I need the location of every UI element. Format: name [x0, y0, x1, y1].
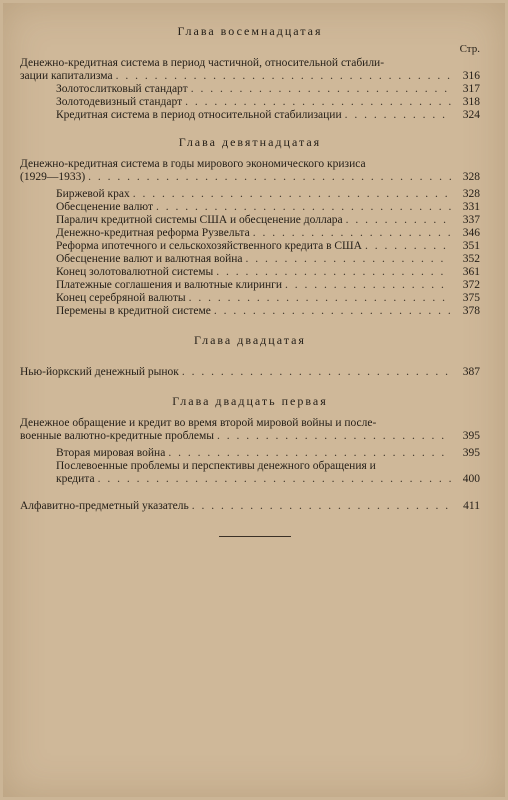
chapter-19-heading: Глава девятнадцатая — [178, 135, 322, 149]
toc-entry-label: Кредитная система в период относительной стабилизации — [56, 109, 342, 121]
toc-entry — [20, 109, 480, 122]
page-column-label: Стр. — [459, 43, 480, 55]
toc-entry-label: Паралич кредитной системы США и обесценение доллара — [56, 214, 343, 226]
leader-dots — [168, 447, 451, 460]
toc-entry-label-line1: Послевоенные проблемы и перспективы денежного обращения и — [56, 460, 376, 472]
page-number: 346 — [462, 227, 480, 239]
page-number: 400 — [462, 473, 480, 485]
toc-entry — [20, 227, 480, 240]
page-number: 375 — [462, 292, 480, 304]
leader-dots — [217, 430, 451, 443]
toc-entry — [20, 460, 480, 486]
toc-entry-label: Обесценение валют и валютная война — [56, 253, 243, 265]
toc-entry — [20, 240, 480, 253]
leader-dots — [189, 292, 451, 305]
chapter-21-heading: Глава двадцать первая — [172, 394, 328, 408]
toc-entry-label: Золотодевизный стандарт — [56, 96, 183, 108]
page-number: 317 — [462, 83, 480, 95]
leader-dots — [365, 240, 451, 253]
leader-dots — [182, 366, 451, 379]
toc-entry-label: Нью-йоркский денежный рынок — [20, 366, 179, 378]
page-number: 328 — [462, 188, 480, 200]
leader-dots — [191, 83, 451, 96]
page-number: 328 — [462, 171, 480, 183]
toc-entry-label: Алфавитно-предметный указатель — [20, 500, 189, 512]
leader-dots — [345, 109, 451, 122]
chapter-18-intro-line2: зации капитализма — [20, 70, 113, 82]
toc-entry-label-line2: кредита — [56, 473, 95, 485]
toc-entry — [20, 447, 480, 460]
toc-entry — [20, 96, 480, 109]
chapter-18-intro-line1: Денежно-кредитная система в период частичной, относительной стабили- — [20, 57, 385, 69]
leader-dots — [192, 500, 451, 513]
chapter-21-intro — [20, 417, 480, 443]
leader-dots — [214, 305, 451, 318]
toc-entry-label: Золотослитковый стандарт — [56, 83, 188, 95]
leader-dots — [216, 266, 451, 279]
page-number: 351 — [462, 240, 480, 252]
toc-entry — [20, 305, 480, 318]
table-of-contents — [20, 25, 480, 513]
leader-dots — [285, 279, 451, 292]
chapter-19-intro — [20, 158, 480, 184]
toc-entry-label: Реформа ипотечного и сельскохозяйственного кредита в США — [56, 240, 362, 252]
page-number: 378 — [462, 305, 480, 317]
leader-dots — [133, 188, 451, 201]
toc-entry-label: Вторая мировая война — [56, 447, 166, 459]
toc-entry — [20, 201, 480, 214]
leader-dots — [156, 201, 451, 214]
page-number: 324 — [462, 109, 480, 121]
leader-dots — [116, 70, 451, 83]
toc-entry — [20, 279, 480, 292]
toc-entry-label: Конец золотовалютной системы — [56, 266, 214, 278]
toc-entry — [20, 214, 480, 227]
toc-entry-index — [20, 500, 480, 513]
page-number: 361 — [462, 266, 480, 278]
chapter-21-intro-line2: военные валютно-кредитные проблемы — [20, 430, 215, 442]
book-page — [3, 3, 505, 797]
page-number: 331 — [462, 201, 480, 213]
page-number: 316 — [462, 70, 480, 82]
page-number: 395 — [462, 447, 480, 459]
leader-dots — [185, 96, 451, 109]
chapter-18-heading: Глава восемнадцатая — [177, 24, 323, 38]
leader-dots — [98, 473, 451, 486]
page-number: 372 — [462, 279, 480, 291]
page-number: 411 — [463, 500, 480, 512]
toc-entry-label: Обесценение валют — [56, 201, 153, 213]
chapter-20-heading: Глава двадцатая — [194, 333, 306, 347]
toc-entry — [20, 366, 480, 379]
chapter-18-intro — [20, 57, 480, 83]
leader-dots — [253, 227, 451, 240]
toc-entry-label: Биржевой крах — [56, 188, 130, 200]
toc-entry-label: Платежные соглашения и валютные клиринги — [56, 279, 283, 291]
page-number: 395 — [462, 430, 480, 442]
leader-dots — [88, 171, 451, 184]
page-number: 352 — [462, 253, 480, 265]
page-number: 387 — [462, 366, 480, 378]
toc-entry-label: Денежно-кредитная реформа Рузвельта — [56, 227, 250, 239]
toc-entry — [20, 292, 480, 305]
chapter-19-intro-line2: (1929—1933) — [20, 171, 86, 183]
closing-rule — [219, 536, 291, 537]
page-number: 337 — [462, 214, 480, 226]
toc-entry — [20, 253, 480, 266]
chapter-21-intro-line1: Денежное обращение и кредит во время второй мировой войны и после- — [20, 417, 377, 429]
toc-entry-label: Конец серебряной валюты — [56, 292, 186, 304]
leader-dots — [246, 253, 451, 266]
toc-entry-label: Перемены в кредитной системе — [56, 305, 211, 317]
toc-entry — [20, 83, 480, 96]
leader-dots — [346, 214, 451, 227]
page-number: 318 — [462, 96, 480, 108]
toc-entry — [20, 188, 480, 201]
chapter-19-intro-line1: Денежно-кредитная система в годы мирового экономического кризиса — [20, 158, 366, 170]
toc-entry — [20, 266, 480, 279]
